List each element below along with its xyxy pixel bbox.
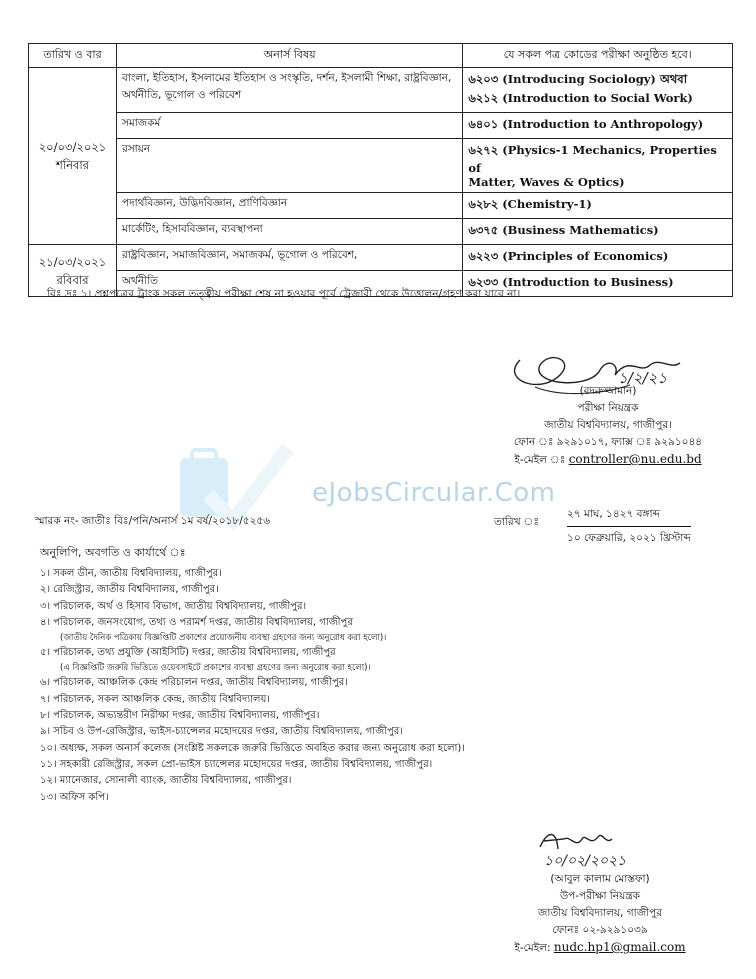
list-item: ৬। পরিচালক, আঞ্চলিক কেন্দ্র পরিচালন দপ্তর, জাতীয় বিশ্ববিদ্যালয়, গাজীপুর।: [40, 677, 348, 689]
signer-2-email-label: ই-মেইল:: [514, 942, 551, 954]
list-item: ১। সকল ডীন, জাতীয় বিশ্ববিদ্যালয়, গাজীপুর।: [40, 568, 222, 579]
signer-1-phone: ফোন ঃ ৯২৯১০১৭, ফ্যাক্স ঃ ৯২৯১০৪৪: [513, 436, 703, 448]
code-line: ৬২৮২ (Chemistry-1): [468, 197, 592, 211]
subject-cell: রসায়ন: [116, 139, 462, 193]
exam-date-1: ২০/০৩/২০২১: [38, 140, 107, 154]
memo-number: স্মারক নং- জাতীঃ বিঃ/পনি/অনার্স ১ম বর্ষ/২০১৮/৫২৫৬: [35, 515, 271, 527]
signer-2-phone: ফোনঃ ০২-৯২৯১০৩৯: [552, 924, 648, 936]
table-row: [29, 193, 733, 219]
code-line: ৬২২৩ (Principles of Economics): [468, 249, 669, 263]
code-line: ৬২৩৩ (Introduction to Business): [468, 275, 674, 289]
list-item: ১০। অধ্যক্ষ, সকল অনার্স কলেজ (সংশ্লিষ্ট সকলকে জরুরি ভিত্তিতে অবহিত করার জন্য অনুরোধ করা হলো)।: [40, 742, 465, 754]
code-cell: [463, 245, 733, 271]
date-bangla: ২৭ মাঘ, ১৪২৭ বঙ্গাব্দ: [567, 503, 691, 527]
exam-date-2: ২১/০৩/২০২১: [38, 254, 107, 269]
table-row: [29, 139, 733, 193]
code-cell: [463, 193, 733, 219]
signer-2-org: জাতীয় বিশ্ববিদ্যালয়, গাজীপুর: [537, 907, 663, 919]
header-subject: অনার্স বিষয়: [116, 44, 462, 68]
subject-cell: বাংলা, ইতিহাস, ইসলামের ইতিহাস ও সংস্কৃতি, দর্শন, ইসলামী শিক্ষা, রাষ্ট্রবিজ্ঞান, অর্থনীতি, ভূগোল ও পরিবেশ: [116, 68, 462, 113]
code-cell: [463, 219, 733, 245]
header-date: তারিখ ও বার: [29, 44, 117, 68]
subject-cell: রাষ্ট্রবিজ্ঞান, সমাজবিজ্ঞান, সমাজকর্ম, ভূগোল ও পরিবেশ,: [116, 245, 462, 271]
code-line: ৬২১২ (Introduction to Social Work): [468, 91, 693, 105]
watermark-text: eJobsCircular.Com: [312, 478, 556, 508]
code-line: ৬২৭২ (Physics-1 Mechanics, Properties of: [468, 143, 717, 175]
list-item: ৪। পরিচালক, জনসংযোগ, তথ্য ও পরামর্শ দপ্তর, জাতীয় বিশ্ববিদ্যালয়, গাজীপুর: [40, 616, 353, 628]
list-item: ২। রেজিস্ট্রার, জাতীয় বিশ্ববিদ্যালয়, গাজীপুর।: [40, 584, 219, 596]
table-header-row: [29, 44, 733, 68]
list-item: ৮। পরিচালক, অভ্যন্তরীণ নিরীক্ষা দপ্তর, জাতীয় বিশ্ববিদ্যালয়, গাজীপুর।: [40, 710, 320, 722]
date-block: [567, 503, 691, 549]
list-item: ৭। পরিচালক, সকল আঞ্চলিক কেন্দ্র, জাতীয় বিশ্ববিদ্যালয়।: [40, 693, 270, 705]
list-item: ১২। ম্যানেজার, সোনালী ব্যাংক, জাতীয় বিশ্ববিদ্যালয়, গাজীপুর।: [40, 775, 292, 787]
list-item: ৯। সচিব ও উপ-রেজিস্ট্রার, ভাইস-চ্যান্সেলর মহোদয়ের দপ্তর, জাতীয় বিশ্ববিদ্যালয়, গাজীপুর।: [40, 726, 403, 738]
signer-1-title: পরীক্ষা নিয়ন্ত্রক: [577, 402, 639, 414]
note-text: বিঃ দ্রঃ ১। প্রশ্নপত্রের ট্রাংক সকল তত্ত্বীয় পরীক্ষা শেষ না হওয়ার পূর্বে ট্রেজারী থেকে উত্তোলন/গ্রহণ করা যাবে না।: [47, 288, 521, 300]
subject-cell: পদার্থবিজ্ঞান, উদ্ভিদবিজ্ঞান, প্রাণিবিজ্ঞান: [116, 193, 462, 219]
code-line: ৬৩৭৫ (Business Mathematics): [468, 223, 659, 237]
subject-cell: মার্কেটিং, হিসাববিজ্ঞান, ব্যবস্থাপনা: [116, 219, 462, 245]
exam-day-1: শনিবার: [55, 158, 89, 172]
code-cell: [463, 113, 733, 139]
cc-title: অনুলিপি, অবগতি ও কার্যার্থে ঃ: [40, 546, 186, 559]
table-row: [29, 68, 733, 113]
table-row: [29, 113, 733, 139]
code-line: ৬২০৩ (Introducing Sociology) অথবা: [468, 72, 688, 86]
subject-cell: সমাজকর্ম: [116, 113, 462, 139]
date-label: তারিখ ঃ: [494, 516, 539, 528]
table-row: [29, 245, 733, 271]
signature-2-icon: [530, 825, 680, 870]
header-code: যে সকল পত্র কোডের পরীক্ষা অনুষ্ঠিত হবে।: [463, 44, 733, 68]
date-cell-1: [29, 68, 117, 245]
list-item-note: (জাতীয় দৈনিক পত্রিকায় বিজ্ঞপ্তিটি প্রকাশের প্রয়োজনীয় ব্যবস্থা গ্রহণের জন্য অনুরোধ করা হলো)।: [60, 633, 387, 644]
signer-2-block: [480, 871, 720, 957]
signer-2-title: উপ-পরীক্ষা নিয়ন্ত্রক: [560, 890, 640, 902]
date-english: ১০ ফেব্রুয়ারি, ২০২১ খ্রিস্টাব্দ: [567, 532, 691, 544]
signer-1-email-link[interactable]: controller@nu.edu.bd: [568, 452, 702, 466]
signer-1-email-label: ই-মেইল ঃ: [514, 454, 566, 466]
code-cell: [463, 139, 733, 193]
list-item: ১১। সহকারী রেজিস্ট্রার, সকল প্রো-ভাইস চ্যান্সেলর মহোদয়ের দপ্তর, জাতীয় বিশ্ববিদ্যালয়, গাজীপুর।: [40, 758, 433, 770]
subject-cell: অর্থনীতি: [116, 271, 462, 297]
cc-list: [40, 566, 465, 806]
code-cell: [463, 68, 733, 113]
code-line: Matter, Waves & Optics): [468, 175, 625, 189]
signer-2-email-link[interactable]: nudc.hp1@gmail.com: [553, 940, 686, 954]
signer-2-email-row: [480, 939, 720, 957]
exam-schedule-table: [28, 43, 733, 297]
list-item-note: (এ বিজ্ঞপ্তিটি জরুরি ভিত্তিতে ওয়েবসাইটে প্রকাশের ব্যবস্থা গ্রহণের জন্য অনুরোধ করা হলো)।: [60, 663, 371, 674]
signer-1-org: জাতীয় বিশ্ববিদ্যালয়, গাজীপুর।: [544, 419, 672, 431]
code-line: ৬৪০১ (Introduction to Anthropology): [468, 117, 704, 131]
signer-1-name: (বদরুজ্জামান): [579, 385, 637, 397]
signature-2-date: ১০/০২/২০২১: [544, 853, 627, 869]
signature-1-date: ১/২/২১: [618, 369, 668, 387]
exam-day-2: রবিবার: [56, 272, 89, 287]
list-item: ১৩। অফিস কপি।: [40, 791, 109, 803]
signer-2-name: (আবুল কালাম মোস্তফা): [550, 873, 650, 885]
list-item: ৩। পরিচালক, অর্থ ও হিসাব বিভাগ, জাতীয় বিশ্ববিদ্যালয়, গাজীপুর।: [40, 600, 307, 612]
list-item: ৫। পরিচালক, তথ্য প্রযুক্তি (আইসিটি) দপ্তর, জাতীয় বিশ্ববিদ্যালয়, গাজীপুর: [40, 647, 336, 659]
table-row: [29, 219, 733, 245]
